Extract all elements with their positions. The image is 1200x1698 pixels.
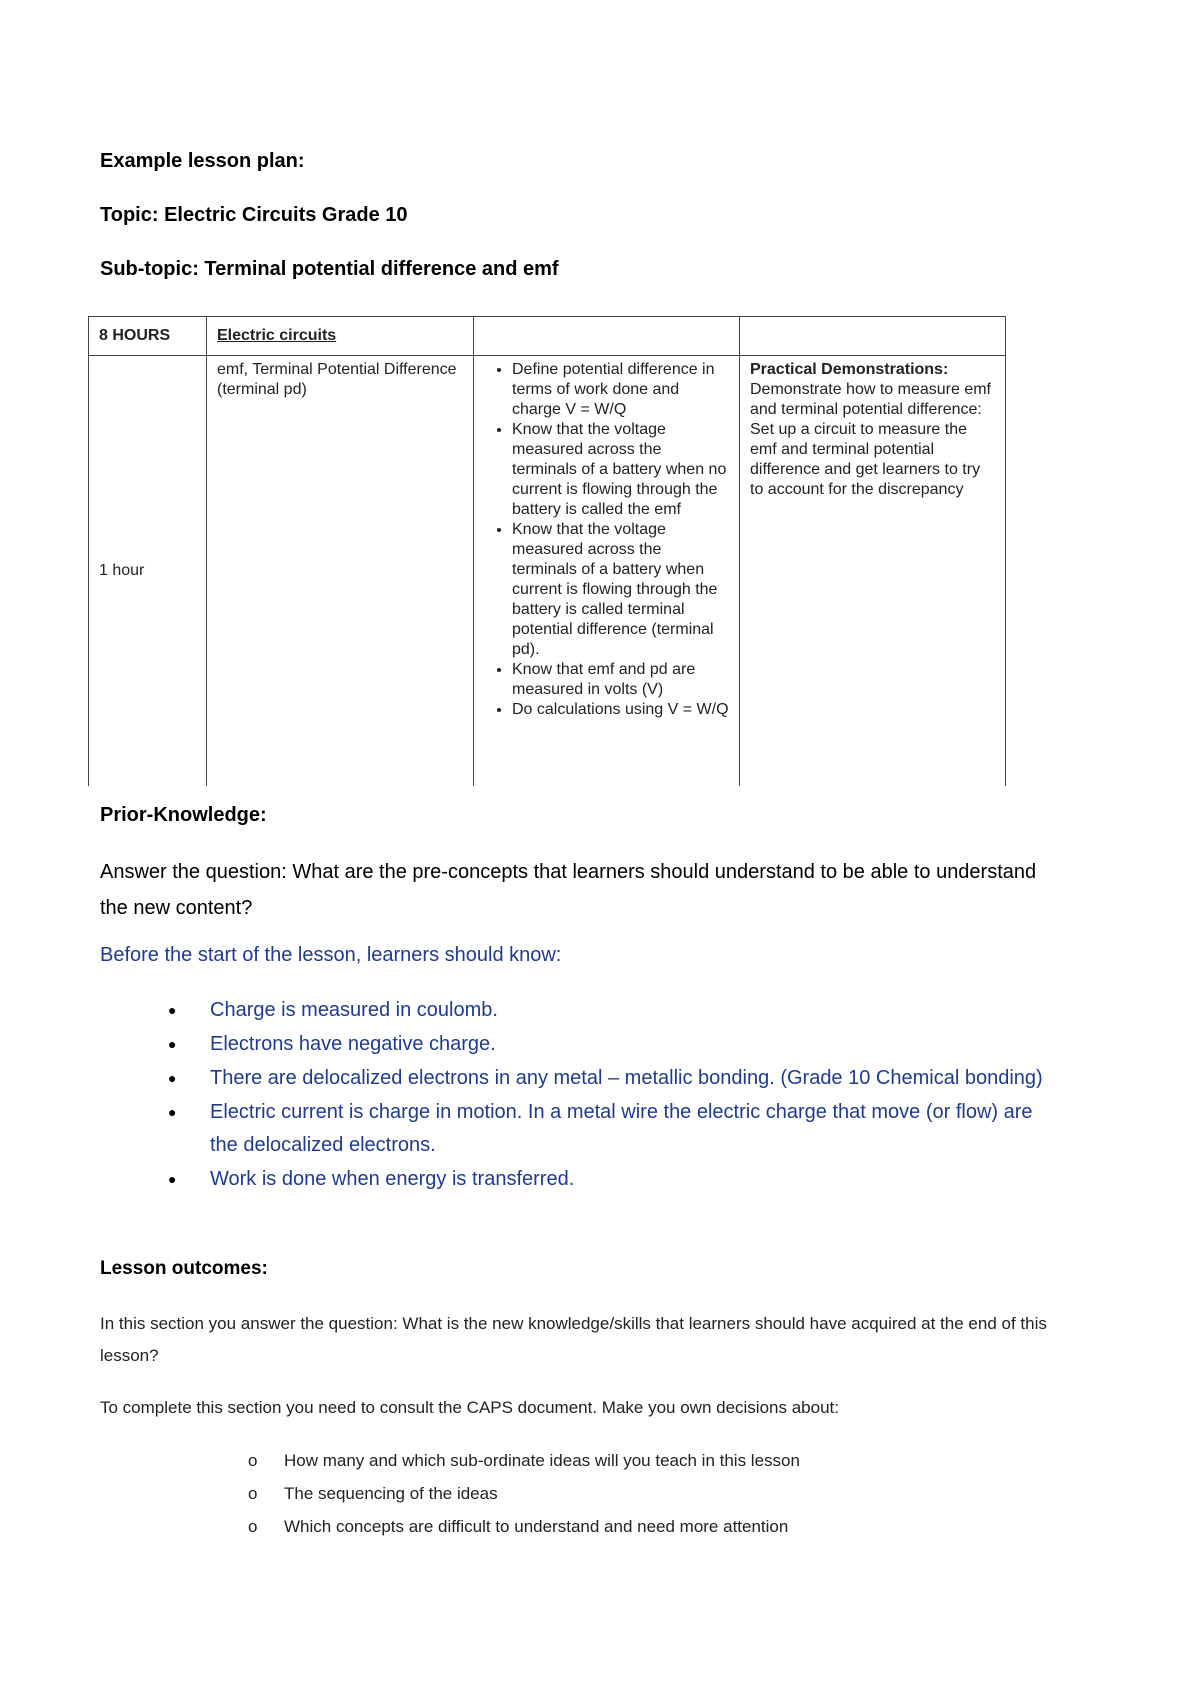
- empty-cell: [474, 317, 740, 356]
- list-item: o How many and which sub-ordinate ideas will you teach in this lesson: [248, 1444, 1048, 1477]
- demonstrations-title: Practical Demonstrations:: [750, 361, 949, 378]
- outcomes-paragraph: To complete this section you need to consult the CAPS document. Make you own decisions about:: [100, 1398, 839, 1417]
- page-title: Example lesson plan:: [100, 150, 305, 172]
- list-item: o The sequencing of the ideas: [248, 1477, 1048, 1510]
- table-header-row: [89, 317, 1006, 356]
- list-item: • Know that the voltage measured across the terminals of a battery when no current is flowing through the battery is called the emf: [512, 420, 729, 520]
- table-row: [89, 356, 1006, 787]
- content-cell: emf, Terminal Potential Difference (terminal pd): [207, 356, 474, 787]
- duration-cell: 1 hour: [89, 356, 207, 787]
- prior-question: Answer the question: What are the pre-concepts that learners should understand to be able to understand the new content?: [100, 861, 1037, 919]
- prior-knowledge-list: [168, 994, 1058, 1197]
- objectives-cell: [474, 356, 740, 787]
- list-item: ● Electric current is charge in motion. In a metal wire the electric charge that move (or flow) are the delocalized electrons.: [168, 1096, 1058, 1162]
- list-item: • Define potential difference in terms of work done and charge V = W/Q: [512, 360, 729, 420]
- list-item: ● There are delocalized electrons in any metal – metallic bonding. (Grade 10 Chemical bonding): [168, 1062, 1058, 1095]
- lesson-plan-table: [88, 316, 1006, 786]
- list-item: ● Charge is measured in coulomb.: [168, 994, 1058, 1027]
- outcomes-list: [248, 1444, 1048, 1543]
- objectives-list: [484, 360, 729, 720]
- list-item: • Know that the voltage measured across the terminals of a battery when current is flowing through the battery is called terminal potential difference (terminal pd).: [512, 520, 729, 660]
- prior-knowledge-heading: Prior-Knowledge:: [100, 804, 267, 826]
- lesson-outcomes-heading: Lesson outcomes:: [100, 1258, 268, 1279]
- topic-line: Topic: Electric Circuits Grade 10: [100, 204, 408, 226]
- subtopic-line: Sub-topic: Terminal potential difference and emf: [100, 258, 559, 280]
- list-item: ● Electrons have negative charge.: [168, 1028, 1058, 1061]
- demonstrations-text: Demonstrate how to measure emf and terminal potential difference:: [750, 381, 991, 418]
- list-item: ● Work is done when energy is transferred.: [168, 1163, 1058, 1196]
- prior-lead: Before the start of the lesson, learners should know:: [100, 944, 562, 966]
- strand-cell: Electric circuits: [207, 317, 474, 356]
- list-item: o Which concepts are difficult to understand and need more attention: [248, 1510, 1048, 1543]
- outcomes-paragraph: In this section you answer the question: What is the new knowledge/skills that learners should have acquired at the end of this lesson?: [100, 1314, 1047, 1365]
- list-item: • Do calculations using V = W/Q: [512, 700, 729, 720]
- demonstrations-text: Set up a circuit to measure the emf and terminal potential difference and get learners to try to account for the discrepancy: [750, 421, 981, 498]
- demonstrations-cell: [740, 356, 1006, 787]
- empty-cell: [740, 317, 1006, 356]
- hours-cell: 8 HOURS: [89, 317, 207, 356]
- list-item: • Know that emf and pd are measured in volts (V): [512, 660, 729, 700]
